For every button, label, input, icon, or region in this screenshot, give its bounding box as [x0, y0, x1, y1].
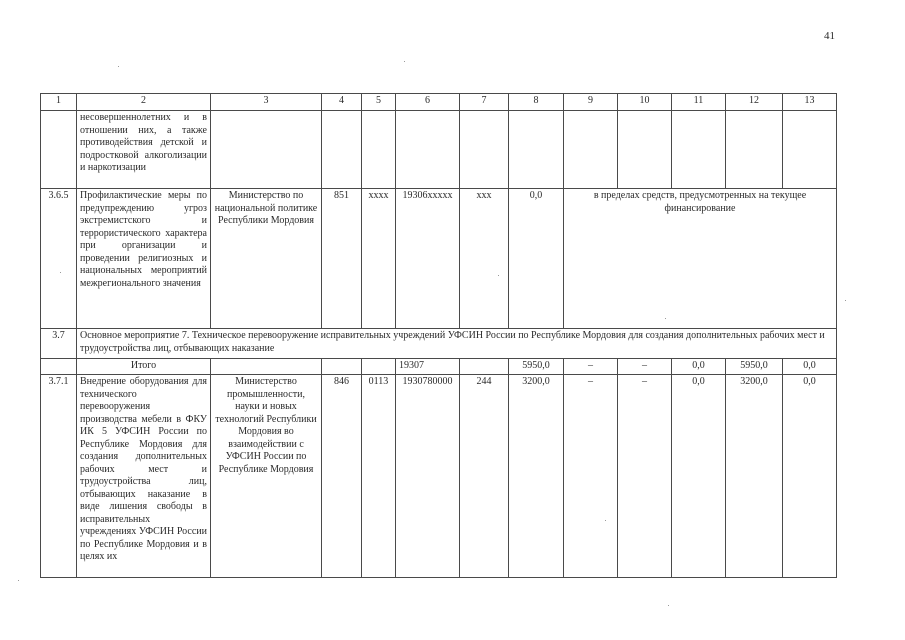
header-cell: 9 [564, 94, 618, 111]
scan-speck [118, 66, 119, 67]
csr-cell: 19306ххххх [396, 189, 460, 329]
rzpr-cell: 0113 [362, 375, 396, 578]
budget-table [40, 93, 837, 578]
total-cell: 5950,0 [509, 359, 564, 375]
executor-cell [211, 111, 322, 189]
year-2-cell: – [618, 375, 672, 578]
table-row-3-6-5 [41, 189, 837, 329]
table-row-itogo [41, 359, 837, 375]
funding-note-cell: в пределах средств, предусмотренных на текущее финансирование [564, 189, 837, 329]
grbs-cell: 846 [322, 375, 362, 578]
csr-cell: 1930780000 [396, 375, 460, 578]
header-cell: 7 [460, 94, 509, 111]
year-3-cell: 0,0 [672, 359, 726, 375]
header-cell: 13 [783, 94, 837, 111]
executor-cell: Министерство промышленности, науки и новых технологий Республики Мордовия во взаимодействии с УФСИН России по Республике Мордовия [211, 375, 322, 578]
row-number-cell [41, 111, 77, 189]
row-number-cell: 3.6.5 [41, 189, 77, 329]
header-cell: 2 [77, 94, 211, 111]
measure-name-cell: Профилактические меры по предупреждению угроз экстремистского и террористического характера при организации и проведении религиозных и национальных мероприятий межрегионального значения [77, 189, 211, 329]
itogo-label-cell: Итого [77, 359, 211, 375]
table-row-3-7-1 [41, 375, 837, 578]
main-activity-title-cell: Основное мероприятие 7. Техническое перевооружение исправительных учреждений УФСИН России по Республике Мордовия для создания дополнительных рабочих мест и трудоустройства лиц, отбывающих наказание [77, 329, 837, 359]
csr-cell: 19307 [396, 359, 460, 375]
year-2-cell: – [618, 359, 672, 375]
scan-speck [404, 61, 405, 62]
scan-speck [668, 605, 669, 606]
header-cell: 8 [509, 94, 564, 111]
grbs-cell: 851 [322, 189, 362, 329]
header-cell: 6 [396, 94, 460, 111]
year-1-cell: – [564, 359, 618, 375]
scan-speck [498, 275, 499, 276]
header-cell: 10 [618, 94, 672, 111]
measure-name-cell: Внедрение оборудования для технического перевооружения производства мебели в ФКУ ИК 5 УФСИН России по Республике Мордовия для создания дополнительных рабочих мест и трудоустройства лиц, отбывающих наказание в виде лишения свободы в исправительных учреждениях УФСИН России по Республике Мордовия и в целях их [77, 375, 211, 578]
year-1-cell: – [564, 375, 618, 578]
header-cell: 3 [211, 94, 322, 111]
year-4-cell: 3200,0 [726, 375, 783, 578]
row-number-cell: 3.7 [41, 329, 77, 359]
year-4-cell: 5950,0 [726, 359, 783, 375]
scan-speck [605, 520, 606, 521]
executor-cell: Министерство по национальной политике Республики Мордовия [211, 189, 322, 329]
scan-speck [845, 300, 846, 301]
table-row-continuation [41, 111, 837, 189]
year-3-cell: 0,0 [672, 375, 726, 578]
rzpr-cell: хххх [362, 189, 396, 329]
row-number-cell: 3.7.1 [41, 375, 77, 578]
scan-speck [665, 318, 666, 319]
header-cell: 4 [322, 94, 362, 111]
header-cell: 1 [41, 94, 77, 111]
header-cell: 11 [672, 94, 726, 111]
total-cell: 3200,0 [509, 375, 564, 578]
vr-cell: ххх [460, 189, 509, 329]
scan-speck [60, 272, 61, 273]
header-cell: 12 [726, 94, 783, 111]
scan-speck [18, 580, 19, 581]
header-row [41, 94, 837, 111]
table-row-3-7 [41, 329, 837, 359]
total-cell: 0,0 [509, 189, 564, 329]
page-number: 41 [824, 30, 835, 42]
year-5-cell: 0,0 [783, 359, 837, 375]
year-5-cell: 0,0 [783, 375, 837, 578]
vr-cell: 244 [460, 375, 509, 578]
header-cell: 5 [362, 94, 396, 111]
measure-name-cell: несовершеннолетних и в отношении них, а также противодействия детской и подростковой алкоголизации и наркотизации [77, 111, 211, 189]
